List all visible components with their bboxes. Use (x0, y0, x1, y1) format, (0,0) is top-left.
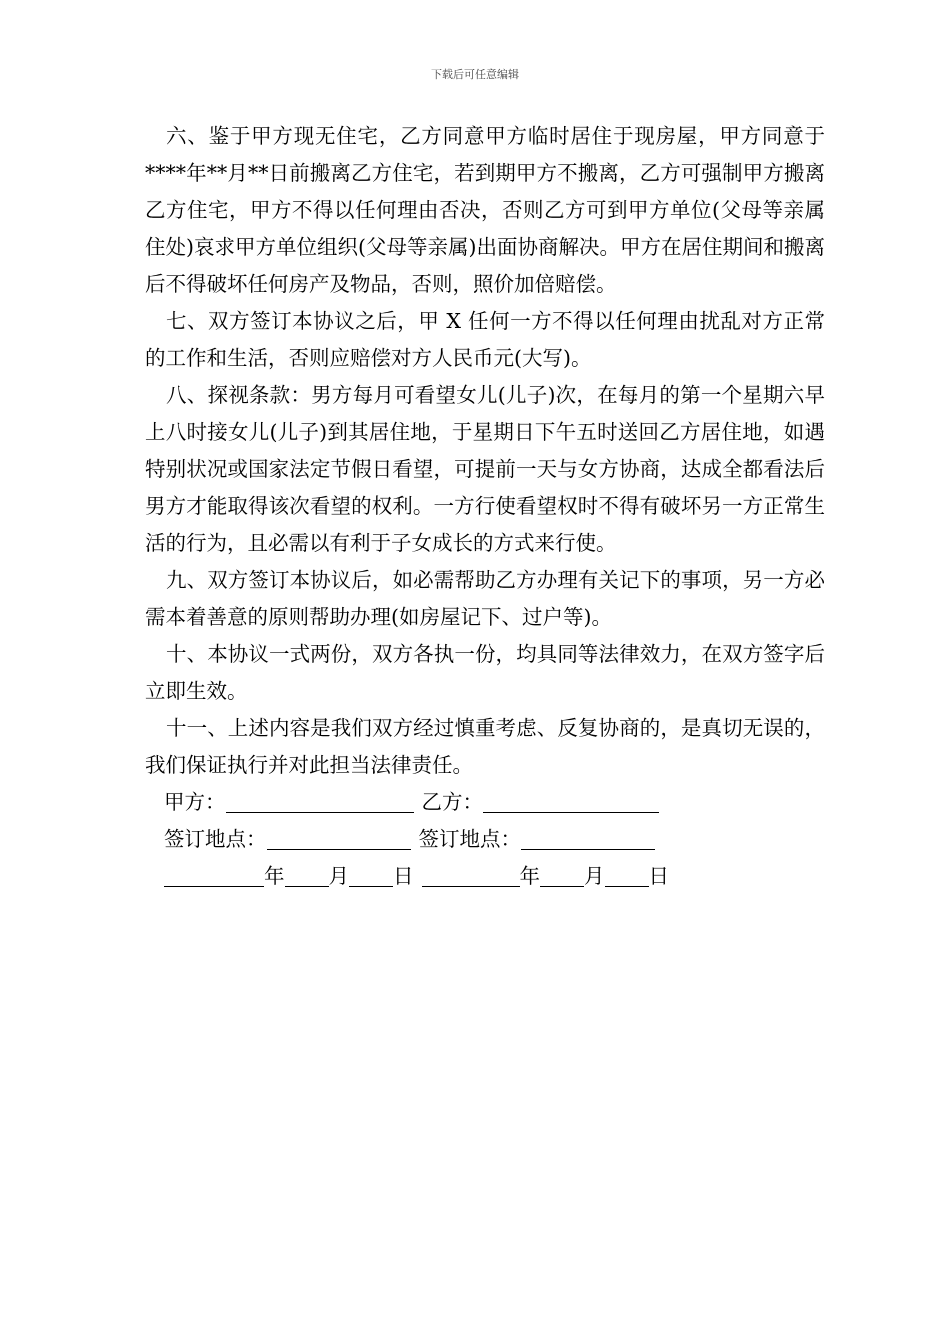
date-b-day-label: 日 (648, 864, 669, 888)
party-a-blank (226, 788, 414, 813)
clause-6: 六、鉴于甲方现无住宅，乙方同意甲方临时居住于现房屋，甲方同意于****年**月**日前搬离乙方住宅，若到期甲方不搬离，乙方可强制甲方搬离乙方住宅，甲方不得以任何理由否决，否则乙方可到甲方单位(父母等亲属住处)哀求甲方单位组织(父母等亲属)出面协商解决。甲方在居住期间和搬离后不得破坏任何房产及物品，否则，照价加倍赔偿。 (145, 124, 825, 296)
date-a-year-blank (164, 862, 264, 887)
date-b-year-blank (422, 862, 520, 887)
clause-8: 八、探视条款：男方每月可看望女儿(儿子)次，在每月的第一个星期六早上八时接女儿(儿子)到其居住地，于星期日下午五时送回乙方居住地，如遇特别状况或国家法定节假日看望，可提前一天与女方协商，达成全都看法后男方才能取得该次看望的权利。一方行使看望权时不得有破坏另一方正常生活的行为，且必需以有利于子女成长的方式来行使。 (145, 383, 825, 555)
place-a-blank (267, 825, 411, 850)
signature-place-line (145, 821, 825, 858)
party-a-label: 甲方： (164, 790, 226, 814)
date-a-day-label: 日 (393, 864, 414, 888)
date-a-month-blank (285, 862, 329, 887)
date-a-year-label: 年 (264, 864, 285, 888)
date-a-month-label: 月 (328, 864, 349, 888)
document-body (145, 118, 825, 895)
date-b-day-blank (605, 862, 649, 887)
header-note: 下载后可任意编辑 (431, 68, 519, 81)
clause-10: 十、本协议一式两份，双方各执一份，均具同等法律效力，在双方签字后立即生效。 (145, 642, 825, 703)
place-b-label: 签订地点： (418, 827, 521, 851)
place-b-blank (521, 825, 655, 850)
signature-date-line (145, 858, 825, 895)
clause-11: 十一、上述内容是我们双方经过慎重考虑、反复协商的，是真切无误的，我们保证执行并对此担当法律责任。 (145, 716, 825, 777)
date-b-year-label: 年 (519, 864, 540, 888)
party-b-blank (483, 788, 659, 813)
signature-party-line (145, 784, 825, 821)
party-b-label: 乙方： (421, 790, 483, 814)
clause-7: 七、双方签订本协议之后，甲 X 任何一方不得以任何理由扰乱对方正常的工作和生活，否则应赔偿对方人民币元(大写)。 (145, 309, 825, 370)
date-b-month-blank (540, 862, 584, 887)
date-a-day-blank (349, 862, 393, 887)
date-b-month-label: 月 (584, 864, 605, 888)
clause-9: 九、双方签订本协议后，如必需帮助乙方办理有关记下的事项，另一方必需本着善意的原则帮助办理(如房屋记下、过户等)。 (145, 568, 825, 629)
place-a-label: 签订地点： (164, 827, 267, 851)
